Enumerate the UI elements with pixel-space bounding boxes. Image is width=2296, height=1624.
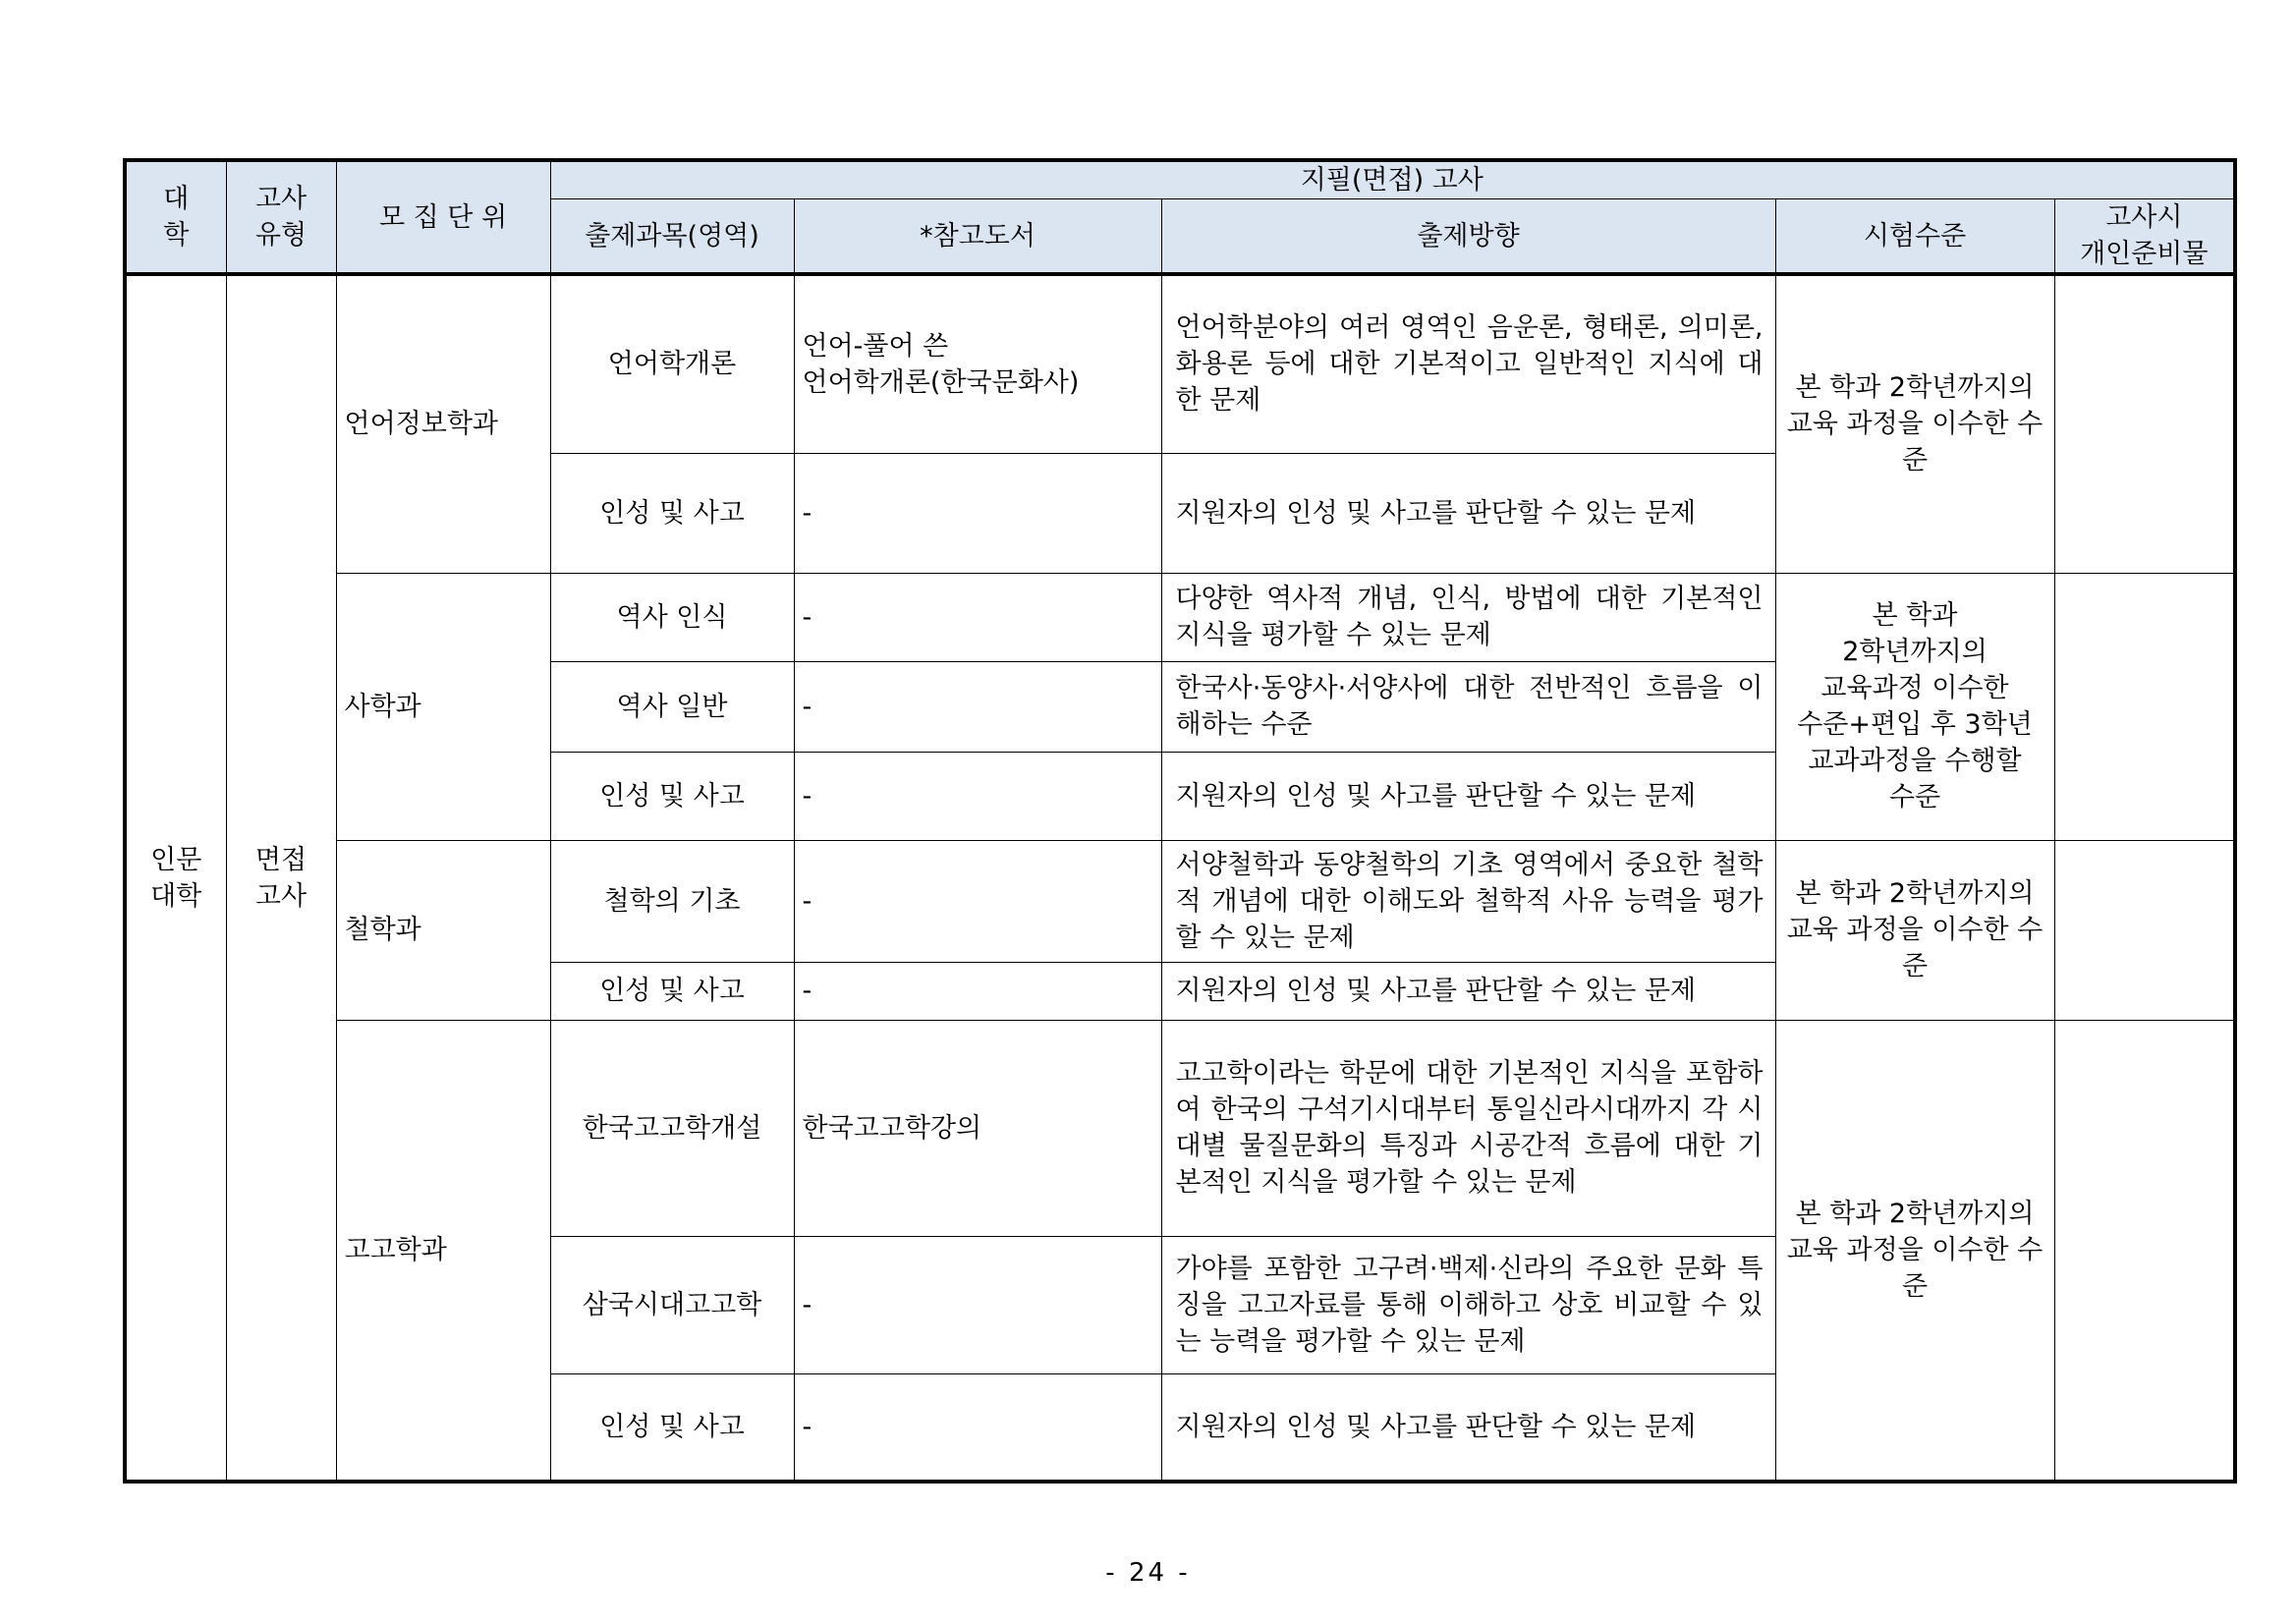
table-row — [125, 1020, 2235, 1236]
subject-cell: 인성 및 사고 — [550, 752, 794, 840]
subject-cell: 인성 및 사고 — [550, 1373, 794, 1482]
table-row — [125, 274, 2235, 453]
subject-cell: 언어학개론 — [550, 274, 794, 453]
subject-cell: 철학의 기초 — [550, 840, 794, 962]
table-header — [125, 160, 2235, 274]
subject-cell: 한국고고학개설 — [550, 1020, 794, 1236]
subject-cell: 역사 일반 — [550, 661, 794, 752]
department-cell: 철학과 — [336, 840, 550, 1020]
reference-cell: 한국고고학강의 — [794, 1020, 1161, 1236]
direction-cell: 고고학이라는 학문에 대한 기본적인 지식을 포함하여 한국의 구석기시대부터 통일신라시대까지 각 시대별 물질문화의 특징과 시공간적 흐름에 대한 기본적인 지식을 평가할 수 있는 문제 — [1161, 1020, 1775, 1236]
table-row — [125, 573, 2235, 661]
reference-cell: - — [794, 1373, 1161, 1482]
header-materials: 고사시 개인준비물 — [2054, 199, 2235, 275]
reference-cell: - — [794, 1236, 1161, 1373]
reference-cell: - — [794, 661, 1161, 752]
reference-cell: 언어-풀어 쓴 언어학개론(한국문화사) — [794, 274, 1161, 453]
header-exam-type: 고사 유형 — [226, 160, 336, 274]
header-reference: *참고도서 — [794, 199, 1161, 275]
table-row — [125, 840, 2235, 962]
direction-cell: 지원자의 인성 및 사고를 판단할 수 있는 문제 — [1161, 1373, 1775, 1482]
materials-cell — [2054, 573, 2235, 840]
table-body — [125, 274, 2235, 1482]
subject-cell: 역사 인식 — [550, 573, 794, 661]
direction-cell: 다양한 역사적 개념, 인식, 방법에 대한 기본적인 지식을 평가할 수 있는 문제 — [1161, 573, 1775, 661]
level-cell: 본 학과 2학년까지의 교육과정 이수한 수준+편입 후 3학년 교과과정을 수행할 수준 — [1775, 573, 2054, 840]
subject-cell: 인성 및 사고 — [550, 962, 794, 1020]
level-cell: 본 학과 2학년까지의 교육 과정을 이수한 수준 — [1775, 840, 2054, 1020]
header-group: 지필(면접) 고사 — [550, 160, 2235, 199]
header-direction: 출제방향 — [1161, 199, 1775, 275]
subject-cell: 인성 및 사고 — [550, 453, 794, 573]
department-cell: 고고학과 — [336, 1020, 550, 1482]
materials-cell — [2054, 1020, 2235, 1482]
reference-cell: - — [794, 752, 1161, 840]
department-cell: 언어정보학과 — [336, 274, 550, 573]
level-cell: 본 학과 2학년까지의 교육 과정을 이수한 수준 — [1775, 1020, 2054, 1482]
department-cell: 사학과 — [336, 573, 550, 840]
direction-cell: 언어학분야의 여러 영역인 음운론, 형태론, 의미론, 화용론 등에 대한 기본적이고 일반적인 지식에 대한 문제 — [1161, 274, 1775, 453]
direction-cell: 서양철학과 동양철학의 기초 영역에서 중요한 철학적 개념에 대한 이해도와 철학적 사유 능력을 평가할 수 있는 문제 — [1161, 840, 1775, 962]
admission-exam-table — [123, 158, 2237, 1484]
level-cell: 본 학과 2학년까지의 교육 과정을 이수한 수준 — [1775, 274, 2054, 573]
reference-cell: - — [794, 573, 1161, 661]
header-college: 대 학 — [125, 160, 226, 274]
materials-cell — [2054, 274, 2235, 573]
reference-cell: - — [794, 962, 1161, 1020]
direction-cell: 지원자의 인성 및 사고를 판단할 수 있는 문제 — [1161, 453, 1775, 573]
direction-cell: 지원자의 인성 및 사고를 판단할 수 있는 문제 — [1161, 962, 1775, 1020]
header-level: 시험수준 — [1775, 199, 2054, 275]
header-subject: 출제과목(영역) — [550, 199, 794, 275]
direction-cell: 가야를 포함한 고구려·백제·신라의 주요한 문화 특징을 고고자료를 통해 이해하고 상호 비교할 수 있는 능력을 평가할 수 있는 문제 — [1161, 1236, 1775, 1373]
page-number: - 24 - — [1105, 1558, 1191, 1588]
exam-type-cell: 면접 고사 — [226, 274, 336, 1482]
direction-cell: 지원자의 인성 및 사고를 판단할 수 있는 문제 — [1161, 752, 1775, 840]
materials-cell — [2054, 840, 2235, 1020]
college-cell: 인문 대학 — [125, 274, 226, 1482]
reference-cell: - — [794, 453, 1161, 573]
direction-cell: 한국사·동양사·서양사에 대한 전반적인 흐름을 이해하는 수준 — [1161, 661, 1775, 752]
reference-cell: - — [794, 840, 1161, 962]
header-unit: 모 집 단 위 — [336, 160, 550, 274]
subject-cell: 삼국시대고고학 — [550, 1236, 794, 1373]
